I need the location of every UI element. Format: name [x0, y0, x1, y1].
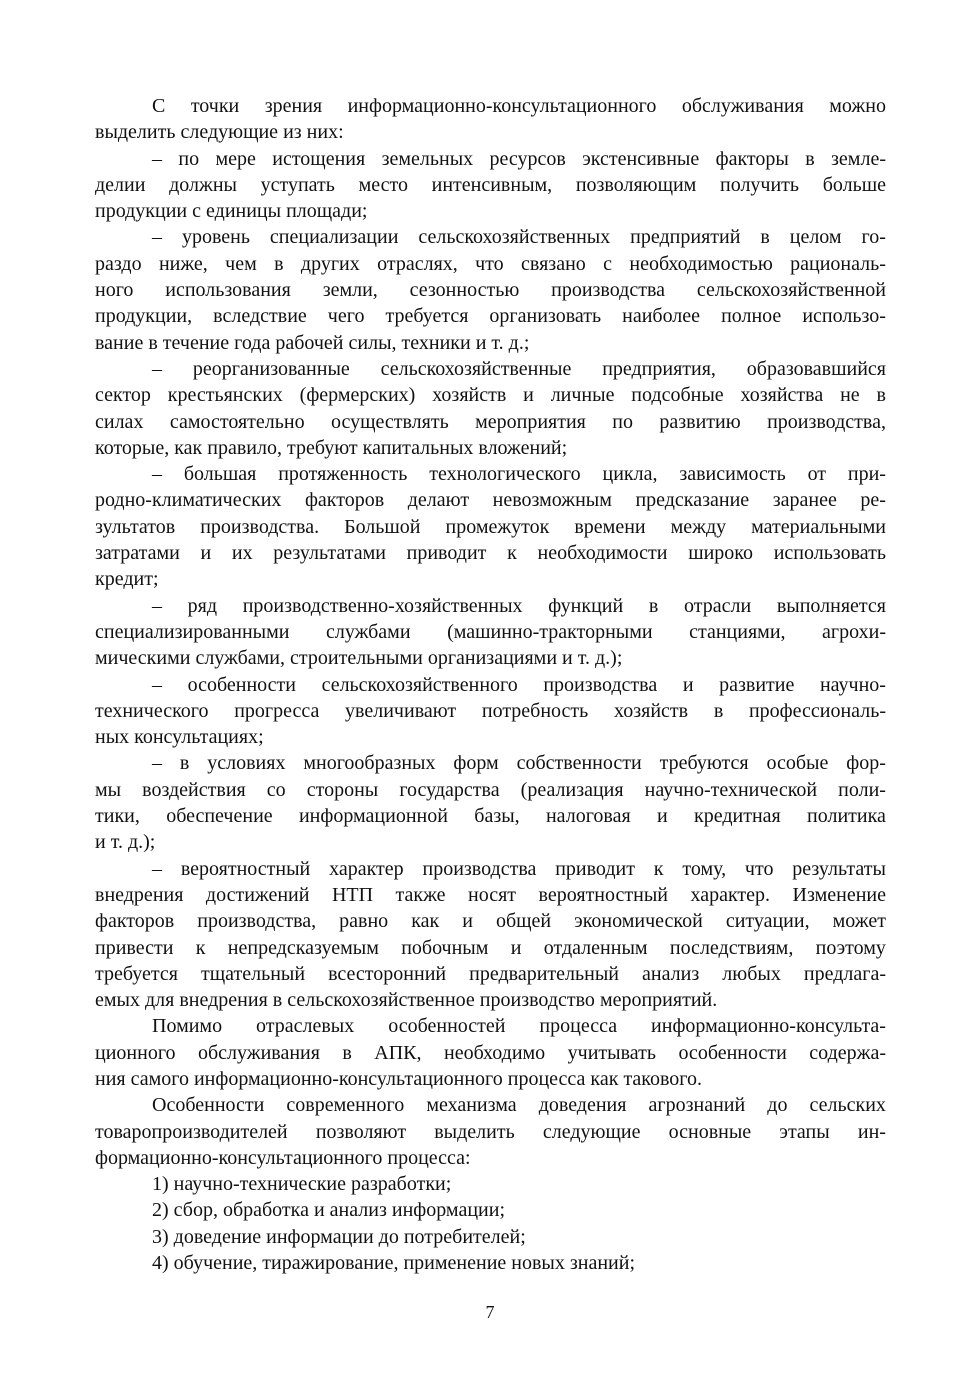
text-line: мы воздействия со стороны государства (реализация научно-технической поли- — [95, 778, 886, 801]
text-line: затратами и их результатами приводит к необходимости широко использовать — [95, 542, 886, 565]
text-line: продукции с единицы площади; — [95, 200, 368, 223]
list-item: 2) сбор, обработка и анализ информации; — [152, 1199, 505, 1222]
paragraph — [95, 593, 886, 672]
text-line: С точки зрения информационно-консультационного обслуживания можно — [152, 95, 886, 117]
text-line: Помимо отраслевых особенностей процесса информационно-консульта- — [152, 1015, 886, 1038]
list-item: 1) научно-технические разработки; — [152, 1173, 452, 1196]
paragraph — [95, 1013, 886, 1092]
body-text — [95, 93, 886, 1276]
text-line: Особенности современного механизма доведения агрознаний до сельских — [152, 1094, 886, 1117]
page-number: 7 — [485, 1302, 495, 1322]
paragraph — [95, 672, 886, 751]
text-line: которые, как правило, требуют капитальных вложений; — [95, 436, 568, 459]
text-line: сектор крестьянских (фермерских) хозяйств и личные подсобные хозяйства не в — [95, 384, 886, 407]
paragraph — [95, 146, 886, 225]
text-line: формационно-консультационного процесса: — [95, 1146, 471, 1169]
text-line: – уровень специализации сельскохозяйственных предприятий в целом го- — [152, 226, 886, 249]
paragraph — [95, 224, 886, 355]
text-line: – реорганизованные сельскохозяйственные предприятия, образовавшийся — [152, 357, 886, 380]
text-line: кредит; — [95, 568, 159, 591]
text-line: – вероятностный характер производства приводит к тому, что результаты — [152, 857, 886, 880]
paragraph — [95, 461, 886, 592]
text-line: требуется тщательный всесторонний предварительный анализ любых предлага- — [95, 962, 886, 985]
text-line: делии должны уступать место интенсивным, позволяющим получить больше — [95, 173, 886, 196]
text-line: продукции, вследствие чего требуется организовать наиболее полное использо- — [95, 305, 886, 328]
text-line: специализированными службами (машинно-тракторными станциями, агрохи- — [95, 620, 886, 643]
text-line: ного использования земли, сезонностью производства сельскохозяйственной — [95, 279, 886, 302]
text-line: технического прогресса увеличивают потребность хозяйств в профессиональ- — [95, 699, 886, 722]
text-line: тики, обеспечение информационной базы, налоговая и кредитная политика — [95, 805, 886, 828]
text-line: факторов производства, равно как и общей экономической ситуации, может — [95, 910, 886, 933]
paragraph — [95, 356, 886, 461]
text-line: мическими службами, строительными организациями и т. д.); — [95, 647, 623, 670]
text-line: раздо ниже, чем в других отраслях, что связано с необходимостью рациональ- — [95, 252, 886, 275]
paragraph — [95, 1092, 886, 1171]
list-item: 3) доведение информации до потребителей; — [152, 1225, 526, 1248]
text-line: зультатов производства. Большой промежуток времени между материальными — [95, 515, 886, 538]
text-line: выделить следующие из них: — [95, 121, 344, 144]
text-line: емых для внедрения в сельскохозяйственное производство мероприятий. — [95, 989, 718, 1012]
text-line: силах самостоятельно осуществлять мероприятия по развитию производства, — [95, 410, 886, 433]
text-line: вание в течение года рабочей силы, техники и т. д.; — [95, 331, 530, 354]
text-line: ционного обслуживания в АПК, необходимо учитывать особенности содержа- — [95, 1041, 886, 1064]
text-line: – большая протяженность технологического цикла, зависимость от при- — [152, 463, 886, 486]
text-line: и т. д.); — [95, 831, 156, 854]
text-line: – по мере истощения земельных ресурсов экстенсивные факторы в земле- — [152, 147, 886, 170]
text-line: – в условиях многообразных форм собственности требуются особые фор- — [152, 752, 886, 775]
paragraph — [95, 750, 886, 855]
text-line: внедрения достижений НТП также носят вероятностный характер. Изменение — [95, 883, 886, 906]
list-item: 4) обучение, тиражирование, применение новых знаний; — [152, 1252, 636, 1275]
text-line: товаропроизводителей позволяют выделить следующие основные этапы ин- — [95, 1120, 886, 1143]
text-line: – ряд производственно-хозяйственных функций в отрасли выполняется — [152, 594, 886, 617]
text-line: привести к непредсказуемым побочным и отдаленным последствиям, поэтому — [95, 936, 886, 959]
text-line: ных консультациях; — [95, 726, 264, 749]
text-line: – особенности сельскохозяйственного производства и развитие научно- — [152, 673, 886, 696]
paragraph — [95, 93, 886, 146]
text-line: родно-климатических факторов делают невозможным предсказание заранее ре- — [95, 489, 886, 512]
text-line: ния самого информационно-консультационного процесса как такового. — [95, 1067, 703, 1090]
paragraph — [95, 856, 886, 1014]
